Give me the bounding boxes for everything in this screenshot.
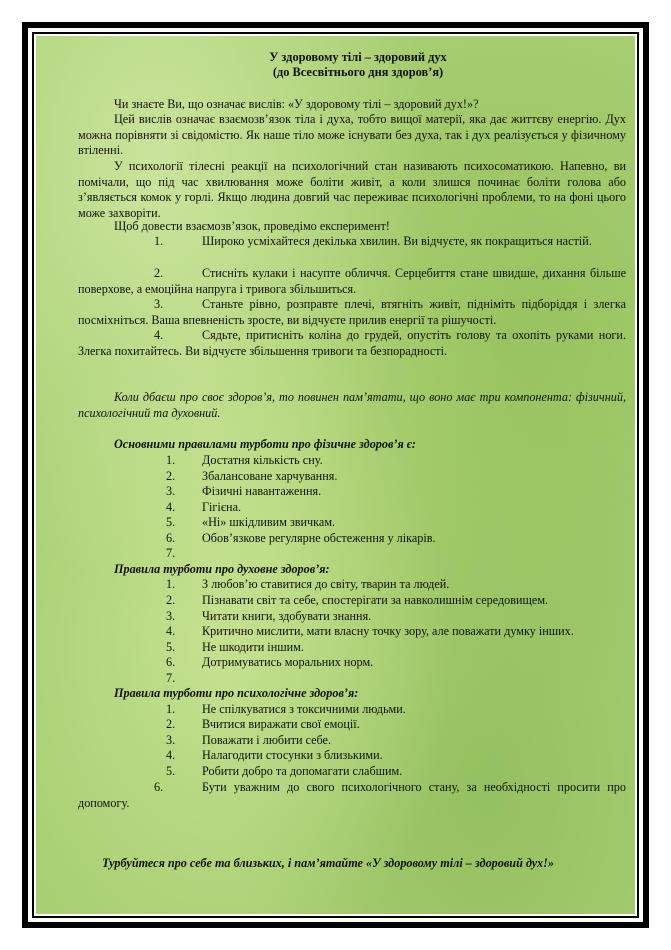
experiment-item (78, 234, 626, 250)
experiment-item (78, 328, 626, 359)
list-text: Не спілкуватися з токсичними людьми. (202, 702, 406, 716)
experiment-text: Широко усміхайтеся декілька хвилин. Ви відчуєте, як покращиться настій. (202, 234, 592, 248)
list-number: 4. (166, 748, 176, 762)
list-number: 5. (166, 640, 176, 654)
experiment-text: Станьте рівно, розправте плечі, втягніть живіт, підніміть підборіддя і злегка посміхніться. Ваша впевненість зросте, ви відчуєте прилив енергії та рішучості. (78, 297, 626, 327)
list-text: Критично мислити, мати власну точку зору, але поважати думку інших. (202, 624, 574, 638)
list-number: 2. (166, 717, 176, 731)
experiment-text: Сядьте, притисніть коліна до грудей, опустіть голову та охопіть руками ноги. Злегка похитайтесь. Ви відчуєте збільшення тривоги та безпорадності. (78, 328, 626, 358)
list-text: Вчитися виражати свої емоції. (202, 717, 360, 731)
list-text: З любов’ю ставитися до світу, тварин та людей. (202, 577, 450, 591)
experiment-number: 1. (154, 234, 164, 248)
experiment-number: 3. (154, 297, 164, 311)
list-text: Налагодити стосунки з близькими. (202, 748, 383, 762)
document-title (78, 50, 638, 80)
list-text: Збалансоване харчування. (202, 469, 338, 483)
list-number: 4. (166, 624, 176, 638)
list-number: 3. (166, 484, 176, 498)
title-line-2: (до Всесвітнього дня здоров’я) (272, 65, 444, 79)
closing-statement: Турбуйтеся про себе та близьких, і пам’ятайте «У здоровому тілі – здоровий дух!» (102, 856, 554, 870)
list-text: Пізнавати світ та себе, спостерігати за навколишнім середовищем. (202, 593, 549, 607)
list-number: 4. (166, 500, 176, 514)
list-number: 2. (166, 469, 176, 483)
list-number: 1. (166, 453, 176, 467)
list-text: Робити добро та допомагати слабшим. (202, 764, 403, 778)
list-number: 1. (166, 577, 176, 591)
experiment-item (78, 297, 626, 328)
document-body (78, 0, 626, 950)
list-number: 3. (166, 609, 176, 623)
experiment-number: 4. (154, 328, 164, 342)
experiment-number: 2. (154, 266, 164, 280)
spiritual-health-header: Правила турботи про духовне здоров’я: (114, 562, 330, 576)
title-line-1: У здоровому тілі – здоровий дух (269, 50, 447, 64)
list-item (78, 780, 626, 811)
intro-paragraph-3: У психології тілесні реакції на психологічний стан називають психосоматикою. Напевно, ви помічали, що під час хвилювання може боліти живіт, а коли злишся починає боліти голова або з’являється комок у горлі. Якщо людина довгий час переживає психологічні проблеми, то на фоні цього може захворіти. (78, 159, 626, 220)
list-text: Достатня кількість сну. (202, 453, 323, 467)
list-text: Не шкодити іншим. (202, 640, 304, 654)
list-number: 7. (166, 671, 176, 685)
list-text: Дотримуватись моральних норм. (202, 655, 374, 669)
list-text: Читати книги, здобувати знання. (202, 609, 372, 623)
components-note: Коли дбаєш про своє здоров’я, то повинен пам’ятати, що воно має три компонента: фізичний, психологічний та духовний. (78, 390, 626, 420)
list-number: 6. (166, 531, 176, 545)
list-text: Фізичні навантаження. (202, 484, 322, 498)
intro-paragraph-1: Чи знаєте Ви, що означає вислів: «У здоровому тілі – здоровий дух!»? (114, 97, 479, 111)
psychological-health-header: Правила турботи про психологічне здоров’я: (114, 686, 359, 700)
list-number: 2. (166, 593, 176, 607)
list-number: 5. (166, 515, 176, 529)
list-number: 6. (154, 780, 164, 794)
list-text: Поважати і любити себе. (202, 733, 332, 747)
list-number: 5. (166, 764, 176, 778)
list-text: Гігієна. (202, 500, 242, 514)
list-text: Обов’язкове регулярне обстеження у лікарів. (202, 531, 436, 545)
intro-paragraph-4: Щоб довести взаємозв’язок, проведімо експеримент! (114, 219, 390, 233)
physical-health-header: Основними правилами турботи про фізичне здоров’я є: (114, 437, 416, 451)
list-text: Бути уважним до свого психологічного стану, за необхідності просити про допомогу. (78, 780, 626, 810)
list-number: 3. (166, 733, 176, 747)
experiment-item (78, 266, 626, 297)
experiment-text: Стисніть кулаки і насупте обличчя. Серцебиття стане швидше, дихання більше поверхове, а емоційна напруга і тривога збільшиться. (78, 266, 626, 296)
list-text: «Ні» шкідливим звичкам. (202, 515, 336, 529)
list-number: 7. (166, 546, 176, 560)
list-number: 6. (166, 655, 176, 669)
list-number: 1. (166, 702, 176, 716)
intro-paragraph-2: Цей вислів означає взаємозв’язок тіла і духа, тобто вищої матерії, яка дає життєву енергію. Дух можна порівняти зі свідомістю. Як наше тіло може існувати без духа, так і дух реалізується у фізичному втіленні. (78, 112, 626, 158)
